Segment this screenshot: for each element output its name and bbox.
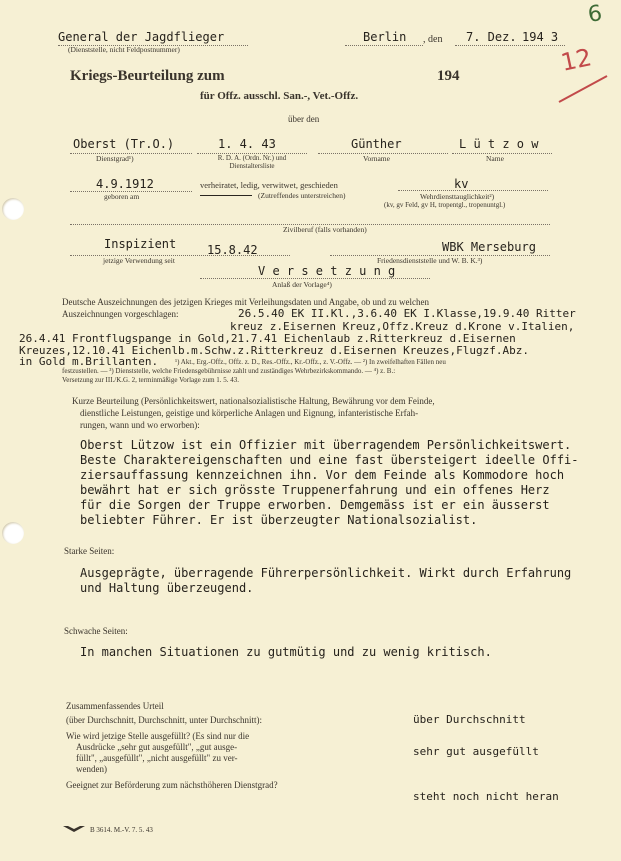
awards-footnote-1: ¹) Akt., Erg.-Offz., Offz. z. D., Res.-Offz., Kr.-Offz., z. V.-Offz. — ²) In zweifelhaften Fällen neu — [175, 358, 446, 366]
punch-hole-bottom — [2, 522, 24, 544]
assessment-label-3: rungen, wann und wo erworben): — [80, 420, 200, 430]
awards-line-4: Kreuzes,12.10.41 Eichenlb.m.Schw.z.Ritterkreuz d.Eisernen Kreuzes,Flugzf.Abz. — [19, 344, 529, 357]
civil-label: Zivilberuf (falls vorhanden) — [283, 225, 367, 234]
birth-label: geboren am — [104, 192, 140, 201]
rank-value: Oberst (Tr.O.) — [73, 137, 175, 151]
assessment-line-2: Beste Charaktereigenschaften und eine fast übersteigert ideelle Offi- — [80, 453, 579, 467]
fitness-label: Wehrdiensttauglichkeit²) — [420, 192, 495, 201]
birth-value: 4.9.1912 — [96, 177, 154, 191]
awards-line-5: in Gold m.Brillanten. — [19, 355, 159, 368]
form-subtitle: für Offz. ausschl. San.-, Vet.-Offz. — [200, 90, 359, 102]
firstname-label: Vorname — [363, 154, 390, 163]
position-question-4: wenden) — [76, 764, 107, 774]
org-sublabel: (Dienststelle, nicht Feldpostnummer) — [68, 45, 180, 54]
org-name: General der Jagdflieger — [58, 30, 225, 44]
punch-hole-top — [2, 198, 24, 220]
awards-label-1: Deutsche Auszeichnungen des jetzigen Krieges mit Verleihungsdaten und Angabe, ob und zu welchen — [62, 297, 429, 307]
rda-value: 1. 4. 43 — [218, 137, 276, 151]
peace-unit-label: Friedensdienststelle und W. B. K.³) — [377, 256, 483, 265]
assessment-label-2: dienstliche Leistungen, geistige und körperliche Anlagen und Eignung, infanteristische Erfah- — [80, 408, 419, 418]
date-year: 194 3 — [522, 30, 559, 44]
awards-label-2: Auszeichnungen vorgeschlagen: — [62, 309, 179, 319]
den-label: , den — [423, 34, 443, 45]
firstname-value: Günther — [351, 137, 402, 151]
place: Berlin — [363, 30, 407, 44]
marital-options: verheiratet, ledig, verwitwet, geschieden — [200, 180, 338, 190]
position-answer: sehr gut ausgefüllt — [413, 745, 539, 758]
assessment-label-1: Kurze Beurteilung (Persönlichkeitswert, nationalsozialistische Haltung, Bewährung vor dem Feinde, — [72, 396, 435, 406]
red-number: 12 — [558, 43, 595, 77]
reason-value: V e r s e t z u n g — [258, 264, 396, 278]
assessment-line-1: Oberst Lützow ist ein Offizier mit überragendem Persönlichkeitswert. — [80, 438, 572, 452]
summary-label-1: Zusammenfassendes Urteil — [66, 701, 164, 711]
strengths-line-2: und Haltung überzeugend. — [80, 581, 254, 595]
awards-footnote-3: Versetzung zur III./K.G. 2, terminmäßige Vorlage zum 1. 5. 43. — [62, 376, 240, 384]
form-title: Kriegs-Beurteilung zum — [70, 68, 225, 84]
position-question-2: Ausdrücke „sehr gut ausgefüllt", „gut ausge- — [76, 742, 238, 752]
position-question-3: füllt", „ausgefüllt", „nicht ausgefüllt" zu ver- — [76, 753, 238, 763]
lastname-value: L ü t z o w — [459, 137, 539, 151]
promotion-answer: steht noch nicht heran — [413, 790, 559, 803]
since-value: 15.8.42 — [207, 243, 258, 257]
awards-line-2: kreuz z.Eisernen Kreuz,Offz.Kreuz d.Krone v.Italien, — [230, 320, 575, 333]
assessment-line-3: ziersauffassung kennzeichnen ihn. Vor dem Feinde als Kommodore hoch — [80, 468, 565, 482]
weaknesses-label: Schwache Seiten: — [64, 626, 128, 636]
form-year: 194 — [437, 68, 460, 84]
rda-label: R. D. A. (Ordn. Nr.) und Dienstaltersliste — [217, 154, 287, 170]
promotion-question: Geeignet zur Beförderung zum nächsthöheren Dienstgrad? — [66, 780, 278, 790]
awards-line-1: 26.5.40 EK II.Kl.,3.6.40 EK I.Klasse,19.9.40 Ritter — [238, 307, 576, 320]
awards-footnote-2: festzustellen. — ³) Dienststelle, welche Friedensgebührnisse zahlt und zuständiges Wehrbezirkskommando. — ⁴) z. B.: — [62, 367, 396, 375]
summary-label-2: (über Durchschnitt, Durchschnitt, unter Durchschnitt): — [66, 715, 262, 725]
assessment-line-5: für die Sorgen der Truppe erworben. Demgemäss ist er ein äusserst — [80, 498, 550, 512]
lastname-label: Name — [486, 154, 504, 163]
fitness-value: kv — [454, 177, 469, 191]
awards-line-3: 26.4.41 Frontflugspange in Gold,21.7.41 Eichenlaub z.Ritterkreuz d.Eisernen — [19, 332, 516, 345]
position-value: Inspizient — [104, 237, 177, 251]
form-code: B 3614. M.-V. 7. 5. 43 — [90, 826, 153, 834]
date-day: 7. Dez. — [466, 30, 517, 44]
peace-unit-value: WBK Merseburg — [442, 240, 536, 254]
summary-value: über Durchschnitt — [413, 713, 526, 726]
corner-number: 6 — [586, 1, 604, 28]
position-label: jetzige Verwendung seit — [103, 256, 175, 265]
marital-label: (Zutreffendes unterstreichen) — [258, 191, 346, 200]
reason-label: Anlaß der Vorlage⁴) — [272, 280, 332, 289]
eagle-mark-icon — [62, 823, 86, 835]
fitness-sublabel: (kv, gv Feld, gv H, tropentgl., tropenuntgl.) — [384, 201, 506, 209]
strengths-label: Starke Seiten: — [64, 546, 115, 556]
position-question-1: Wie wird jetzige Stelle ausgefüllt? (Es sind nur die — [66, 731, 250, 741]
assessment-line-6: beliebter Führer. Er ist überzeugter Nationalsozialist. — [80, 513, 478, 527]
assessment-line-4: bewährt hat er sich grösste Truppenerfahrung und ein offenes Herz — [80, 483, 550, 497]
rank-label: Dienstgrad¹) — [96, 154, 134, 163]
form-ueber: über den — [288, 114, 320, 124]
strengths-line-1: Ausgeprägte, überragende Führerpersönlichkeit. Wirkt durch Erfahrung — [80, 566, 572, 580]
marital-underline — [200, 195, 252, 196]
weaknesses-line-1: In manchen Situationen zu gutmütig und zu wenig kritisch. — [80, 645, 492, 659]
red-pencil-stroke — [555, 58, 615, 108]
